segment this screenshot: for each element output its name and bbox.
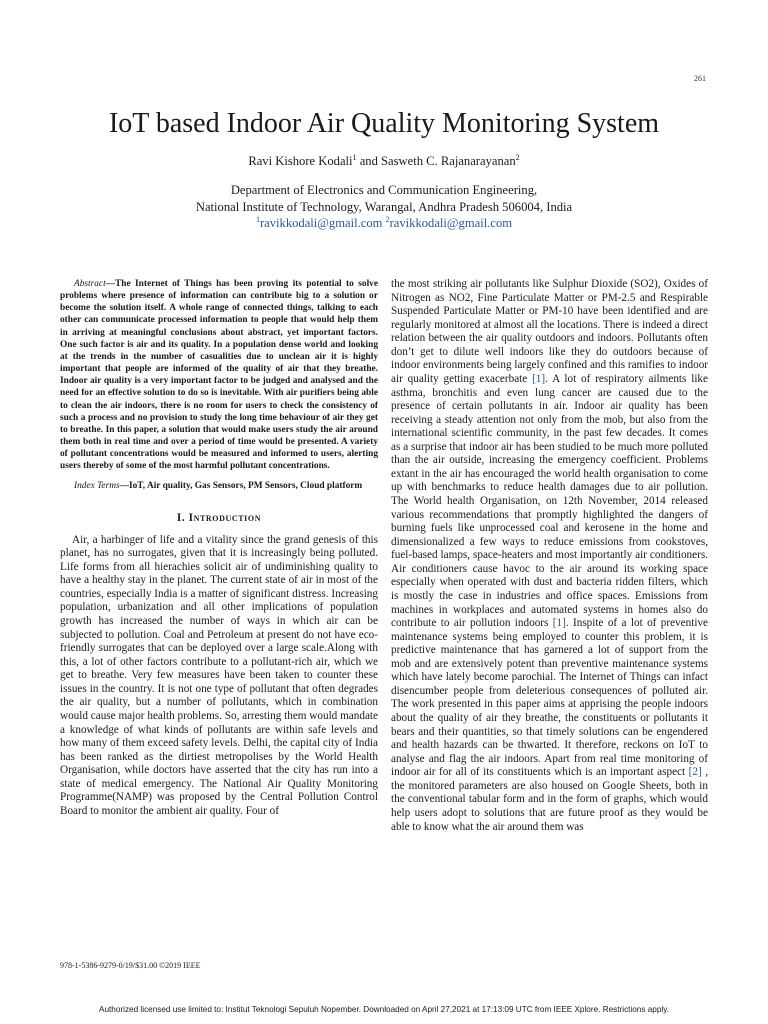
right-column (391, 278, 708, 834)
citation-link-2[interactable]: [1] (552, 617, 566, 630)
author-1: Ravi Kishore Kodali (248, 154, 353, 168)
index-terms-text: —IoT, Air quality, Gas Sensors, PM Sensors, Cloud platform (119, 480, 363, 491)
author-1-sup: 1 (352, 152, 357, 162)
page-number: 261 (694, 74, 706, 83)
copyright-notice: 978-1-5386-9279-0/19/$31.00 ©2019 IEEE (60, 961, 201, 970)
email-1-sup: 1 (255, 214, 260, 224)
license-banner: Authorized licensed use limited to: Institut Teknologi Sepuluh Nopember. Downloaded on April 27,2021 at 17:13:09 UTC from IEEE Xplore. Restrictions apply. (99, 1005, 669, 1014)
left-column (60, 278, 378, 818)
abstract-label: Abstract (74, 279, 106, 289)
author-2-sup: 2 (515, 152, 520, 162)
author-emails (0, 216, 768, 231)
email-2-sup: 2 (385, 214, 390, 224)
author-2: and Sasweth C. Rajanarayanan (356, 154, 516, 168)
intro-text-part-3: . Inspite of a lot of preventive maintenance systems being employed to counter this problem, it is predictive maintenance that has garnered a lot of support from the mob and are extensively potent than preventive maintenance systems which have lately become parochial. The Internet of Things can infact disencumber people from deleterious consequences of polluted air. The work presented in this paper aims at apprising the people indoors about the quality of air they breathe, the constituents or pollutants it bears and their quantities, so that timely solutions can be engendered and health hazards can be thwarted. It therefore, reckons on IoT to analyse and flag the air indoors. Apart from real time monitoring of indoor air for all of its constituents which is an important aspect (391, 617, 709, 779)
citation-link-3[interactable]: [2] (688, 766, 702, 779)
affiliation-institute: National Institute of Technology, Warangal, Andhra Pradesh 506004, India (195, 200, 573, 214)
email-2-link[interactable]: ravikkodali@gmail.com (389, 216, 513, 230)
email-1-link[interactable]: ravikkodali@gmail.com (259, 216, 383, 230)
abstract-text: —The Internet of Things has been proving its potential to solve problems where presence of information can contribute big to a solution or become the solution itself. A whole range of connected things, talking to each other can communicate processed information to people that would help them in arriving at meaningful conclusions about abstract, yet important factors. One such factor is air and its quality. In a population dense world and looking at the trends in the number of casualities due to unclean air it is highly important that people are informed of the quality of air that they breathe. Indoor air quality is a very important factor to be judged and analysed and the need for an effective solution to do so is inevitable. With air purifiers being able to clean the air indoors, there is no room for users to check the consistency of such a process and no provision to study the long time behaviour of air they get to breathe. In this paper, a solution that would make users study the air around them both in real time and over a period of time would be presented. A variety of pollutant concentrations would be measured and informed to users, alerting users thereby of some of the most harmful pollutant concentrations. (60, 279, 378, 472)
abstract (60, 278, 378, 473)
intro-text-part-1: the most striking air pollutants like Sulphur Dioxide (SO2), Oxides of Nitrogen as NO2, Fine Particulate Matter or PM-2.5 and Respirable Suspended Particulate Matter or PM-10 have been identified and are regularly monitored at almost all the locations. There is indeed a direct relation between the air quality outdoors and indoors. Pollutants often don’t get to dilute well indoors like they do outdoors because of indoor environments being largely confined and this ramifies to indoor air quality getting exacerbate (391, 278, 709, 385)
authors-line (0, 154, 768, 169)
intro-paragraph-1: Air, a harbinger of life and a vitality since the grand genesis of this planet, has no surrogates, given that it is increasingly being polluted. Life forms from all hierachies solicit air of undiminishing quality to have a healthy stay in the planet. The current state of air in most of the countries, especially India is a matter of significant distress. Increasing population, urbanization and all other implications of population growth has increased the number of ways in which air can be subjected to pollution. Coal and Petroleum at present do not have eco-friendly surrogates that can be deployed over a large scale.Along with this, a lot of other factors contribute to a pollutant-rich air, which we get to breathe. Very few measures have been taken to counter these issues in the country. It is not one type of pollutant that often degrades the air quality, but a number of pollutants, which in combination would cause major health problems. So, arresting them would mandate a knowledge of what kinds of pollutants are within safe levels and how many of them exceed safety levels. Delhi, the capital city of India has been ranked as the dirtiest metropolises by the World Health Organisation, while doctors have asserted that the city has run into a state of medical emergency. The National Air Quality Monitoring Programme(NAMP) was proposed by the Central Pollution Control Board to monitor the ambient air quality. Four of (60, 533, 378, 817)
intro-paragraph-continued (391, 278, 708, 834)
index-terms (60, 480, 378, 492)
citation-link-1[interactable]: [1] (532, 372, 546, 385)
index-terms-label: Index Terms (74, 480, 120, 491)
intro-text-part-4: , the monitored parameters are also housed on Google Sheets, both in the conventional tabular form and in the form of graphs, which would help users adopt to solutions that are future proof as they would be able to know what the air around them was (391, 766, 709, 833)
section-heading-introduction: I. Introduction (176, 511, 262, 524)
intro-text-part-2: . A lot of respiratory ailments like asthma, bronchitis and even lung cancer are caused due to the presence of certain pollutants in air. Indoor air quality has been receiving a steady attention not only from the mob, but also from the international scientific community, in the past few decades. It comes as a surprise that indoor air has been studied to be much more polluted than the air outside, increasing the emergency coefficient. Problems extant in the air has encouraged the world health organisation to come up with benchmarks to reduce health damages due to air pollution. The World health Organisation, on 12th November, 2014 released various recommendations that promptly highlighted the dangers of burning fuels like unprocessed coal and kerosene in the home and dimensionalized a few ways to reduce emissions from cookstoves, fuel-based lamps, space-heaters and most importantly air conditioners. Air conditioners cause havoc to the air around its working space especially when operated with dust and bacteria ridden filters, which is mostly the case in industries and office spaces. Emissions from machines in workplaces and automated systems in homes also do contribute to air pollution indoors (391, 372, 708, 630)
paper-title: IoT based Indoor Air Quality Monitoring System (108, 108, 660, 139)
affiliation-department: Department of Electronics and Communication Engineering, (230, 183, 538, 197)
